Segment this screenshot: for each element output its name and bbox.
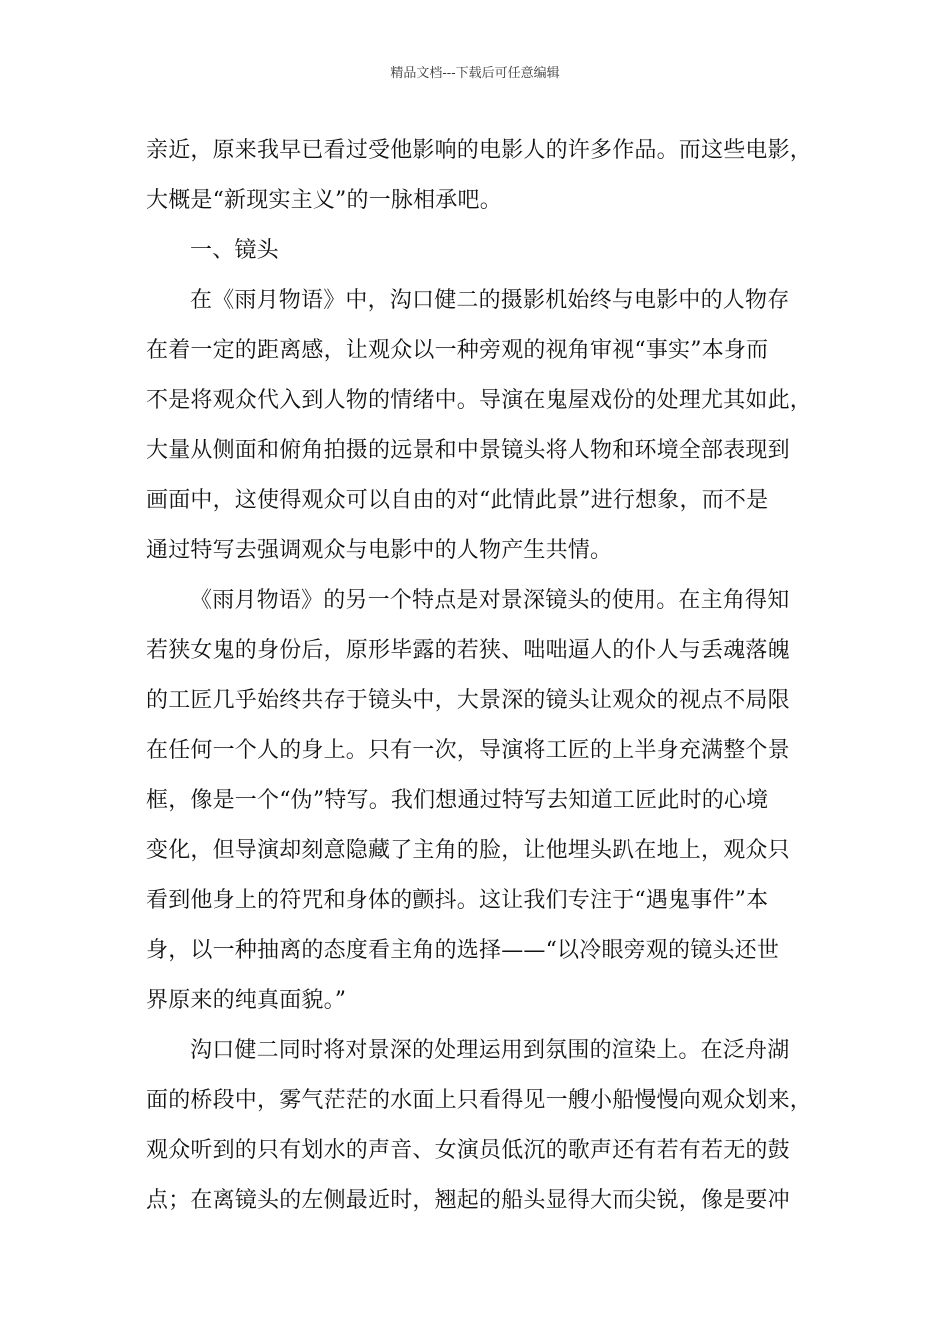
- text-line: 大量从侧面和俯角拍摄的远景和中景镜头将人物和环境全部表现到: [146, 438, 790, 463]
- text-line: 观众听到的只有划水的声音、女演员低沉的歌声还有若有若无的鼓: [146, 1138, 790, 1163]
- text-line: 在《雨月物语》中，沟口健二的摄影机始终与电影中的人物存: [190, 288, 790, 313]
- text-line: 看到他身上的符咒和身体的颤抖。这让我们专注于“遇鬼事件”本: [146, 888, 769, 913]
- text-line: 在任何一个人的身上。只有一次，导演将工匠的上半身充满整个景: [146, 738, 790, 763]
- text-line: 亲近，原来我早已看过受他影响的电影人的许多作品。而这些电影，: [146, 138, 813, 163]
- text-line: 在着一定的距离感，让观众以一种旁观的视角审视“事实”本身而: [146, 338, 769, 363]
- text-line: 身，以一种抽离的态度看主角的选择——“以冷眼旁观的镜头还世: [146, 938, 780, 963]
- text-line: 通过特写去强调观众与电影中的人物产生共情。: [146, 538, 613, 563]
- text-line: 沟口健二同时将对景深的处理运用到氛围的渲染上。在泛舟湖: [190, 1038, 790, 1063]
- text-line: 变化，但导演却刻意隐藏了主角的脸，让他埋头趴在地上，观众只: [146, 838, 790, 863]
- text-line: 界原来的纯真面貌。”: [146, 988, 347, 1013]
- text-line: 画面中，这使得观众可以自由的对“此情此景”进行想象，而不是: [146, 488, 769, 513]
- page-header: 精品文档---下载后可任意编辑: [390, 66, 560, 81]
- text-line: 不是将观众代入到人物的情绪中。导演在鬼屋戏份的处理尤其如此，: [146, 388, 813, 413]
- section-heading: 一、镜头: [190, 238, 279, 263]
- text-line: 若狭女鬼的身份后，原形毕露的若狭、咄咄逼人的仆人与丢魂落魄: [146, 638, 790, 663]
- text-line: 面的桥段中，雾气茫茫的水面上只看得见一艘小船慢慢向观众划来，: [146, 1088, 813, 1113]
- text-line: 《雨月物语》的另一个特点是对景深镜头的使用。在主角得知: [190, 588, 790, 613]
- text-line: 的工匠几乎始终共存于镜头中，大景深的镜头让观众的视点不局限: [146, 688, 790, 713]
- text-line: 点；在离镜头的左侧最近时，翘起的船头显得大而尖锐，像是要冲: [146, 1188, 790, 1213]
- text-line: 框，像是一个“伪”特写。我们想通过特写去知道工匠此时的心境: [146, 788, 769, 813]
- text-line: 大概是“新现实主义”的一脉相承吧。: [146, 188, 502, 213]
